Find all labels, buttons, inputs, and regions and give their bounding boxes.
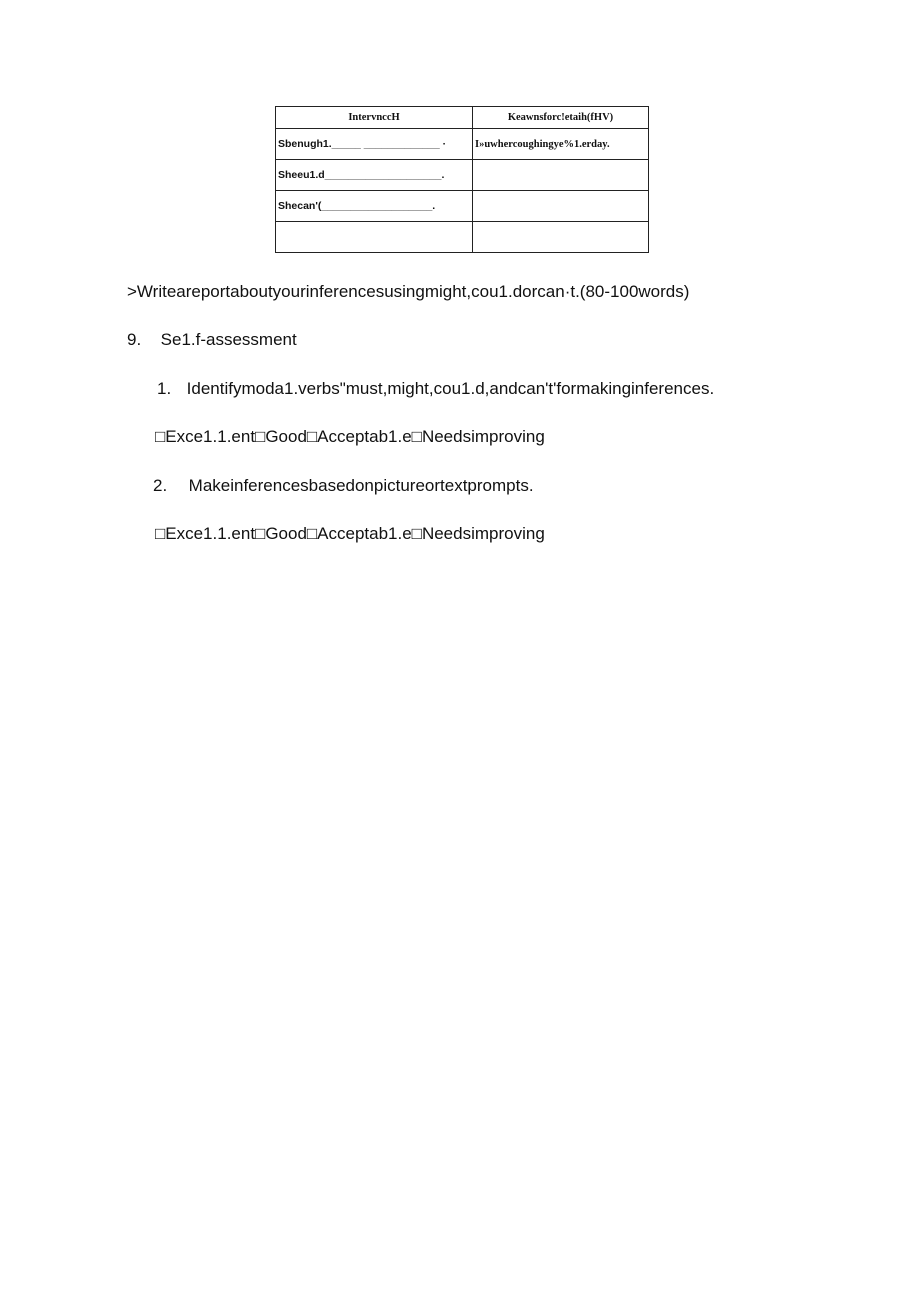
table-cell[interactable] bbox=[473, 191, 649, 222]
assessment-item bbox=[153, 476, 534, 496]
table-header-cell: IntervnccH bbox=[276, 107, 473, 129]
table-header-row bbox=[276, 107, 649, 129]
item-text: Identifymoda1.verbs"must,might,cou1.d,andcan't'formakinginferences. bbox=[186, 379, 715, 398]
rating-options[interactable]: □Exce1.1.ent□Good□Acceptab1.e□Needsimproving bbox=[155, 524, 545, 543]
table-header-cell: Keawnsforc!etaih(fHV) bbox=[473, 107, 649, 129]
item-text: Makeinferencesbasedonpictureortextprompts. bbox=[188, 476, 534, 495]
section-number: 9. bbox=[127, 330, 142, 349]
table-row bbox=[276, 191, 649, 222]
section-title: Se1.f-assessment bbox=[160, 330, 297, 349]
table-cell[interactable] bbox=[473, 222, 649, 253]
item-number: 2. bbox=[153, 476, 168, 495]
table-cell[interactable] bbox=[276, 222, 473, 253]
table-cell[interactable] bbox=[473, 160, 649, 191]
item-number: 1. bbox=[157, 379, 172, 398]
table-cell[interactable]: I»uwhercoughingye%1.erday. bbox=[473, 129, 649, 160]
inference-table bbox=[275, 106, 649, 253]
table-cell[interactable]: Sbenugh1._____ _____________ · bbox=[276, 129, 473, 160]
writing-task: >Writeareportaboutyourinferencesusingmight,cou1.dorcan·t.(80-100words) bbox=[127, 282, 690, 301]
table-cell[interactable]: Shecan'(___________________. bbox=[276, 191, 473, 222]
rating-options[interactable]: □Exce1.1.ent□Good□Acceptab1.e□Needsimproving bbox=[155, 427, 545, 446]
table-row bbox=[276, 129, 649, 160]
section-heading bbox=[127, 330, 297, 350]
table-row bbox=[276, 222, 649, 253]
table-row bbox=[276, 160, 649, 191]
assessment-item bbox=[157, 379, 714, 399]
table-cell[interactable]: Sheeu1.d____________________. bbox=[276, 160, 473, 191]
